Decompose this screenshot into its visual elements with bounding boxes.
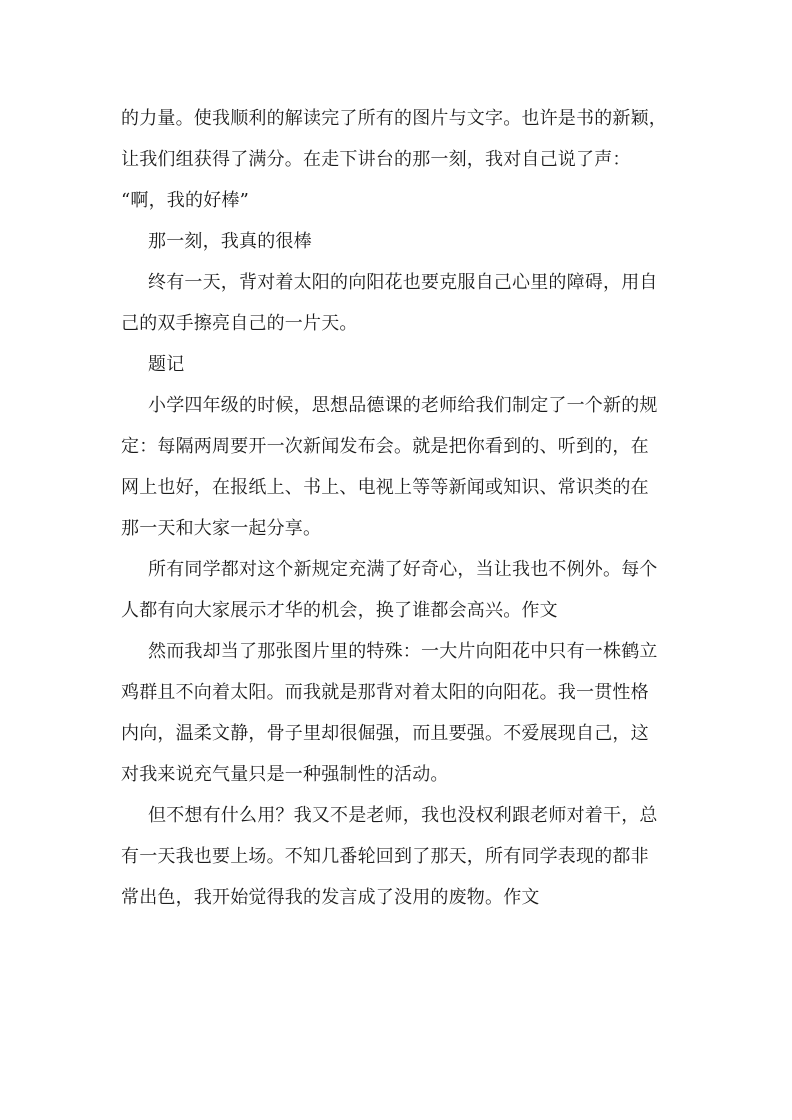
text-line: 所有同学都对这个新规定充满了好奇心，当让我也不例外。每个 [148, 559, 658, 580]
text-line: 有一天我也要上场。不知几番轮回到了那天，所有同学表现的都非 [121, 846, 649, 867]
text-line: 鸡群且不向着太阳。而我就是那背对着太阳的向阳花。我一贯性格 [121, 682, 649, 703]
document-body [121, 98, 676, 918]
text-line: 但不想有什么用？我又不是老师，我也没权利跟老师对着干，总 [148, 805, 658, 826]
text-line: 让我们组获得了满分。在走下讲台的那一刻，我对自己说了声： [121, 149, 631, 170]
text-line: 那一天和大家一起分享。 [121, 518, 322, 539]
text-line: 人都有向大家展示才华的机会，换了谁都会高兴。作文 [121, 600, 558, 621]
text-line: 网上也好，在报纸上、书上、电视上等等新闻或知识、常识类的在 [121, 477, 649, 498]
text-line: 定：每隔两周要开一次新闻发布会。就是把你看到的、听到的，在 [121, 436, 649, 457]
text-line: 题记 [148, 354, 185, 375]
text-line: “啊，我的好棒” [121, 190, 250, 211]
text-line: 常出色，我开始觉得我的发言成了没用的废物。作文 [121, 887, 540, 908]
text-line: 那一刻，我真的很棒 [148, 231, 312, 252]
text-line: 终有一天，背对着太阳的向阳花也要克服自己心里的障碍，用自 [148, 272, 658, 293]
text-line: 的力量。使我顺利的解读完了所有的图片与文字。也许是书的新颖， [121, 108, 667, 129]
text-line: 然而我却当了那张图片里的特殊：一大片向阳花中只有一株鹤立 [148, 641, 658, 662]
text-line: 己的双手擦亮自己的一片天。 [121, 313, 358, 334]
text-line: 内向，温柔文静，骨子里却很倔强，而且要强。不爱展现自己，这 [121, 723, 649, 744]
text-line: 对我来说充气量只是一种强制性的活动。 [121, 764, 449, 785]
text-line: 小学四年级的时候，思想品德课的老师给我们制定了一个新的规 [148, 395, 658, 416]
